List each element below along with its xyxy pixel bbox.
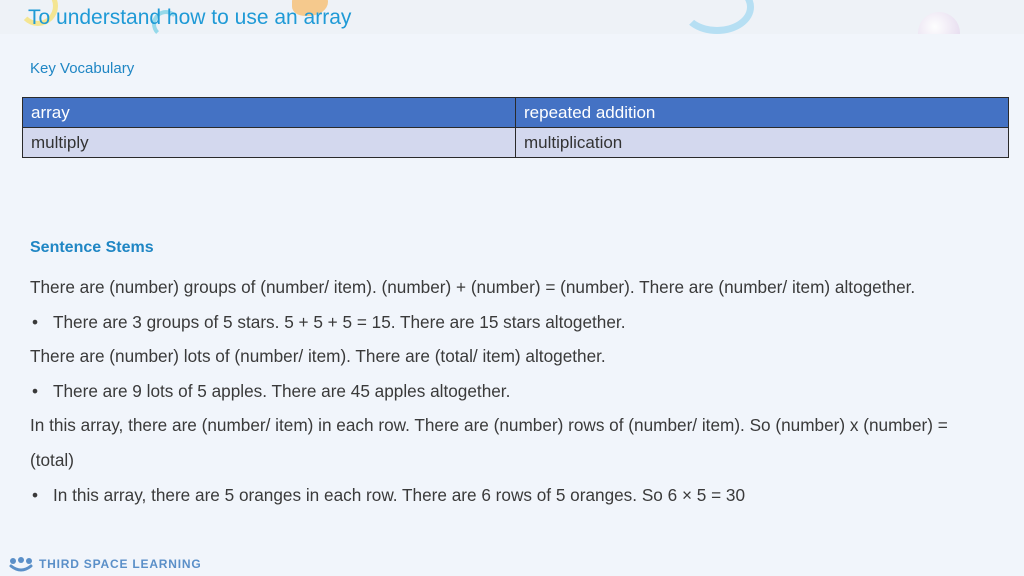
example-text: There are 9 lots of 5 apples. There are 45 apples altogether. (53, 380, 511, 401)
footer-brand-text: THIRD SPACE LEARNING (39, 557, 202, 571)
table-row (23, 98, 1009, 128)
sentence-stems-heading: Sentence Stems (30, 239, 154, 256)
table-cell: array (23, 98, 516, 128)
sentence-stem: There are (number) lots of (number/ item). There are (total/ item) altogether. (30, 346, 606, 367)
example-bullet (30, 374, 990, 409)
table-cell: repeated addition (516, 98, 1009, 128)
sentence-stems-list (30, 270, 990, 512)
bullet-icon: • (32, 311, 39, 332)
vocabulary-heading: Key Vocabulary (30, 60, 135, 77)
decorative-pink-ball (918, 12, 960, 34)
vocabulary-table (22, 97, 1009, 158)
sentence-stem: In this array, there are (number/ item) in each row. There are (number) rows of (number/ item). So (number) x (number) = (total) (30, 415, 948, 470)
example-bullet (30, 305, 990, 340)
sentence-stem: There are (number) groups of (number/ item). (number) + (number) = (number). There are (number/ item) altogether. (30, 277, 916, 297)
example-bullet (30, 478, 990, 513)
table-row (23, 128, 1009, 158)
bullet-icon: • (32, 380, 39, 401)
table-cell: multiply (23, 128, 516, 158)
decorative-blue-arc (680, 0, 754, 34)
page-title: To understand how to use an array (28, 6, 352, 29)
example-text: There are 3 groups of 5 stars. 5 + 5 + 5 = 15. There are 15 stars altogether. (53, 311, 626, 332)
example-text: In this array, there are 5 oranges in each row. There are 6 rows of 5 oranges. So 6 × 5 = 30 (53, 484, 746, 505)
bullet-icon: • (32, 484, 39, 505)
footer-logo (8, 556, 201, 572)
title-bar (0, 0, 1024, 34)
brand-logo-icon (8, 556, 34, 572)
table-cell: multiplication (516, 128, 1009, 158)
